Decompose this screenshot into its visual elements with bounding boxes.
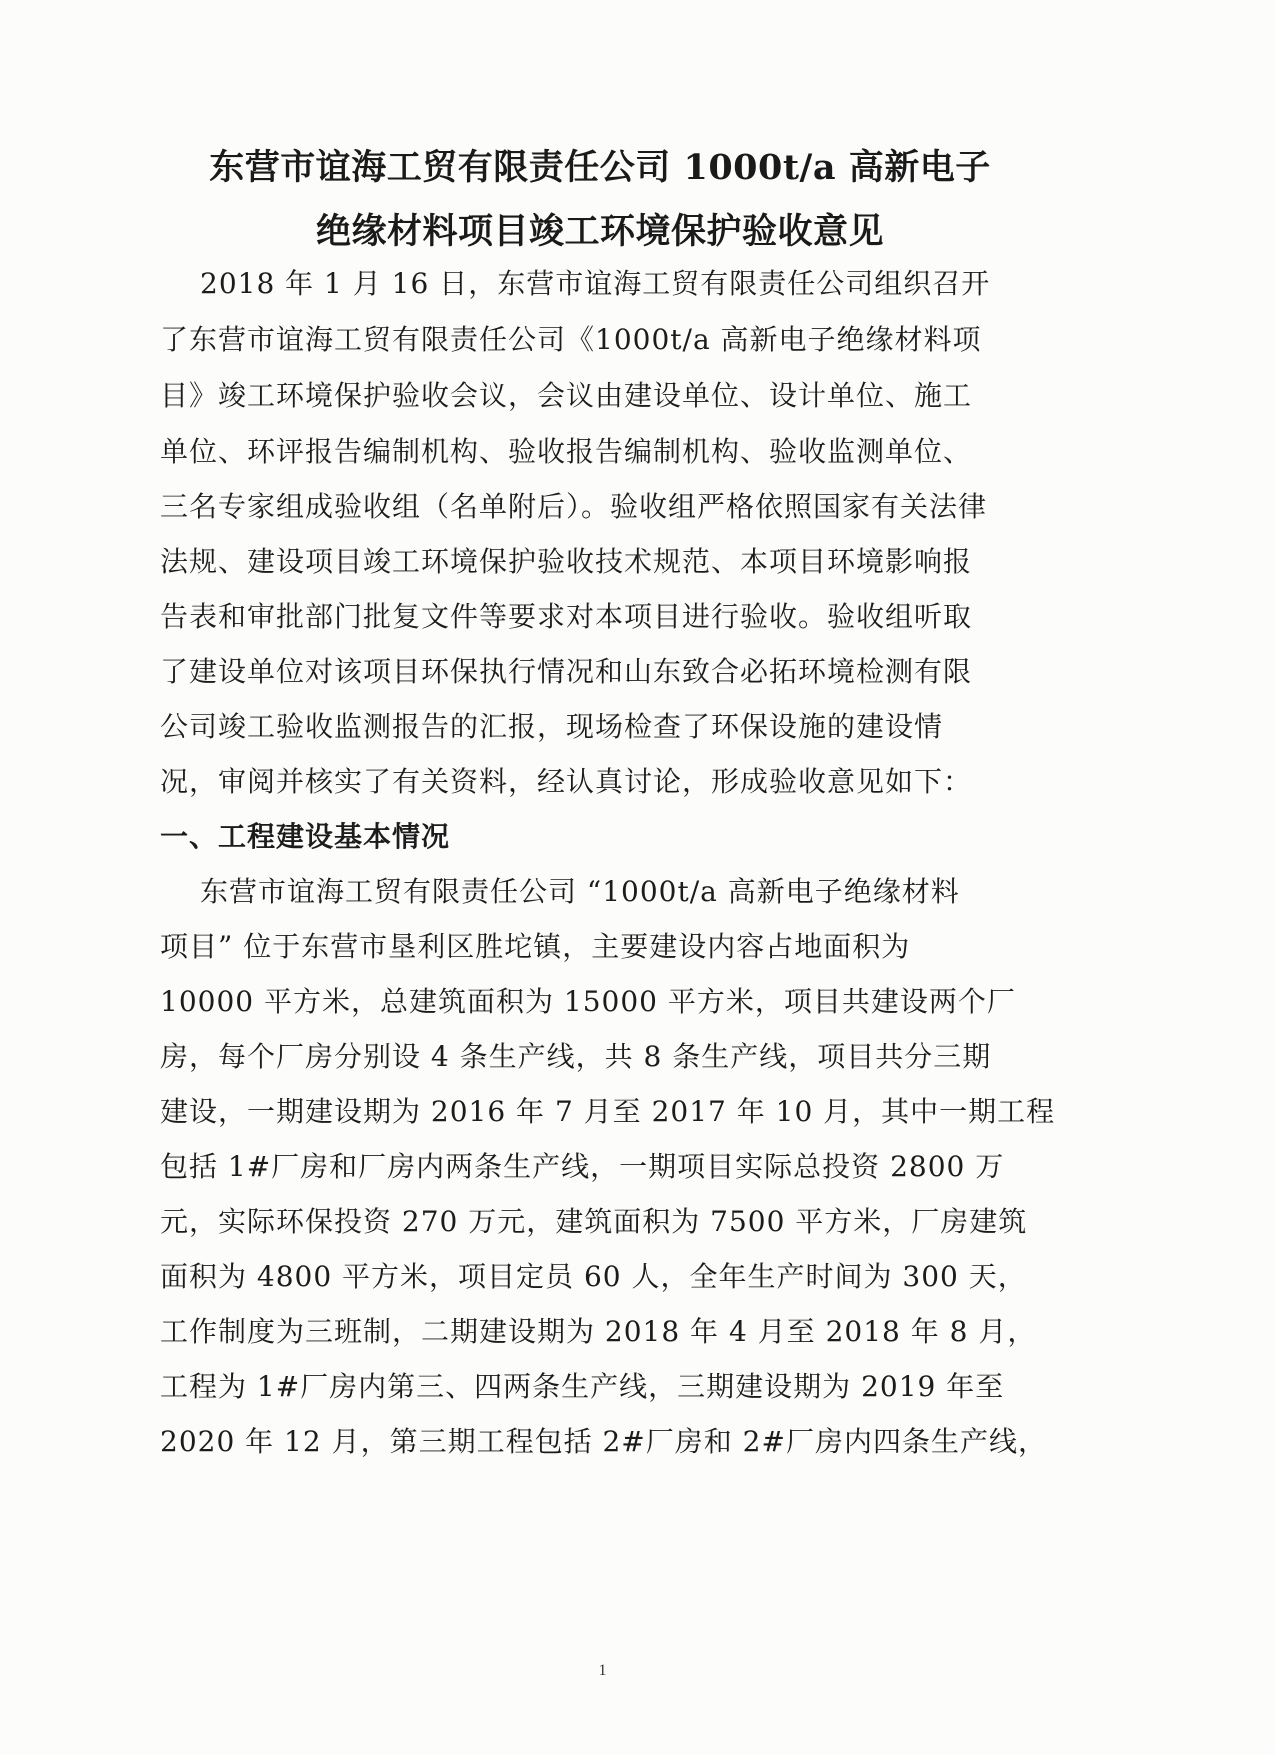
paragraph-line: 工作制度为三班制，二期建设期为 2018 年 4 月至 2018 年 8 月， <box>160 1315 1037 1348</box>
paragraph-line: 工程为 1#厂房内第三、四两条生产线，三期建设期为 2019 年至 <box>160 1370 1005 1403</box>
paragraph-line: 公司竣工验收监测报告的汇报，现场检查了环保设施的建设情 <box>160 710 944 743</box>
paragraph-line: 2018 年 1 月 16 日，东营市谊海工贸有限责任公司组织召开 <box>200 267 991 300</box>
paragraph-line: 元，实际环保投资 270 万元，建筑面积为 7500 平方米，厂房建筑 <box>160 1205 1028 1238</box>
paragraph-line: 包括 1#厂房和厂房内两条生产线，一期项目实际总投资 2800 万 <box>160 1150 1005 1183</box>
paragraph-line: 单位、环评报告编制机构、验收报告编制机构、验收监测单位、 <box>160 435 973 468</box>
paragraph-line: 法规、建设项目竣工环境保护验收技术规范、本项目环境影响报 <box>160 545 973 578</box>
paragraph-line: 三名专家组成验收组（名单附后）。验收组严格依照国家有关法律 <box>160 490 988 523</box>
paragraph-line: 了建设单位对该项目环保执行情况和山东致合必拓环境检测有限 <box>160 655 973 688</box>
section-heading: 一、工程建设基本情况 <box>160 820 451 853</box>
paragraph-line: 10000 平方米，总建筑面积为 15000 平方米，项目共建设两个厂 <box>160 985 1016 1018</box>
paragraph-line: 项目” 位于东营市垦利区胜坨镇，主要建设内容占地面积为 <box>160 930 911 963</box>
paragraph-line: 告表和审批部门批复文件等要求对本项目进行验收。验收组听取 <box>160 600 973 633</box>
paragraph-line: 目》竣工环境保护验收会议，会议由建设单位、设计单位、施工 <box>160 379 973 412</box>
document-title-line-2: 绝缘材料项目竣工环境保护验收意见 <box>315 211 884 252</box>
paragraph-line: 面积为 4800 平方米，项目定员 60 人，全年生产时间为 300 天， <box>160 1260 1027 1293</box>
paragraph-line: 东营市谊海工贸有限责任公司 “1000t/a 高新电子绝缘材料 <box>200 875 960 908</box>
page-number: 1 <box>598 1662 607 1679</box>
paragraph-line: 建设，一期建设期为 2016 年 7 月至 2017 年 10 月，其中一期工程 <box>160 1095 1056 1128</box>
paragraph-line: 况，审阅并核实了有关资料，经认真讨论，形成验收意见如下： <box>160 765 973 798</box>
paragraph-line: 了东营市谊海工贸有限责任公司《1000t/a 高新电子绝缘材料项 <box>160 323 982 356</box>
paragraph-line: 房，每个厂房分别设 4 条生产线，共 8 条生产线，项目共分三期 <box>160 1040 992 1073</box>
paragraph-line: 2020 年 12 月，第三期工程包括 2#厂房和 2#厂房内四条生产线， <box>160 1425 1047 1458</box>
document-title-line-1: 东营市谊海工贸有限责任公司 1000t/a 高新电子 <box>209 147 991 188</box>
